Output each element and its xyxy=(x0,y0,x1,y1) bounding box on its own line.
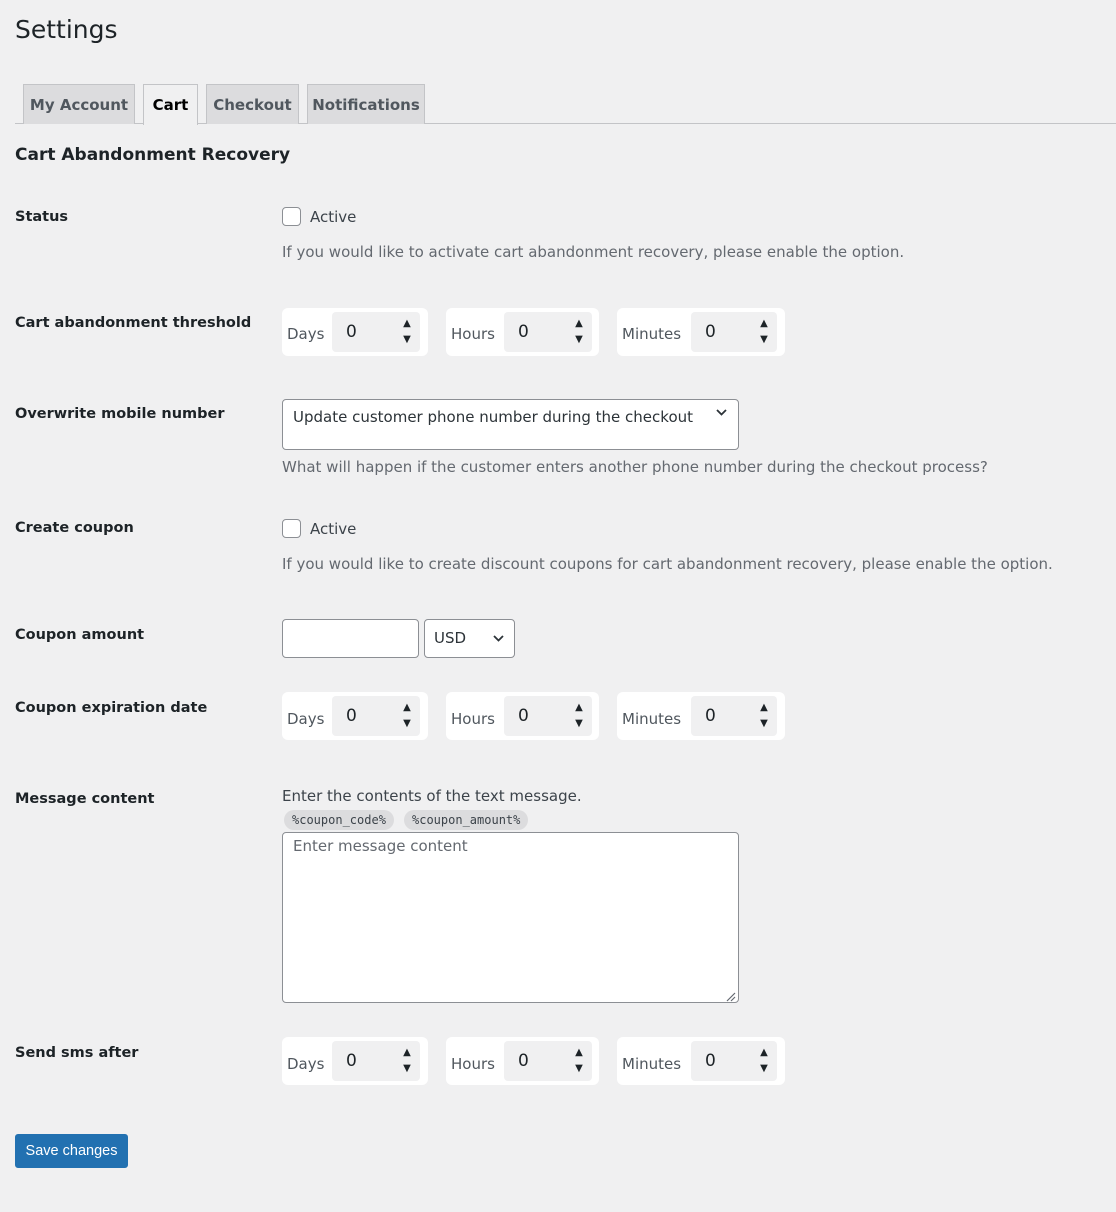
send-after-days-label: Days xyxy=(287,1055,325,1073)
tab-checkout[interactable]: Checkout xyxy=(206,84,299,124)
expiration-minutes-value: 0 xyxy=(705,706,716,726)
mobile-label: Overwrite mobile number xyxy=(15,406,225,422)
coupon-checkbox-row xyxy=(282,519,356,538)
expiration-minutes-input[interactable] xyxy=(691,696,777,736)
threshold-days-input[interactable] xyxy=(332,312,420,352)
expiration-days-input[interactable] xyxy=(332,696,420,736)
tab-bar xyxy=(15,84,1116,124)
spinner-arrows-icon[interactable]: ▲ ▼ xyxy=(760,1047,768,1074)
tab-notifications[interactable]: Notifications xyxy=(307,84,425,124)
expiration-hours-label: Hours xyxy=(451,710,495,728)
spinner-arrows-icon[interactable]: ▲ ▼ xyxy=(403,318,411,345)
currency-select-value: USD xyxy=(434,629,467,647)
page-title: Settings xyxy=(15,15,118,44)
send-after-days-input[interactable] xyxy=(332,1041,420,1081)
expiration-hours-input[interactable] xyxy=(504,696,592,736)
spinner-arrows-icon[interactable]: ▲ ▼ xyxy=(760,702,768,729)
threshold-days-label: Days xyxy=(287,325,325,343)
status-active-label: Active xyxy=(310,207,357,226)
status-description: If you would like to activate cart abandonment recovery, please enable the option. xyxy=(282,243,905,261)
send-after-label: Send sms after xyxy=(15,1045,139,1061)
send-after-minutes-label: Minutes xyxy=(622,1055,682,1073)
status-active-checkbox[interactable] xyxy=(282,207,301,226)
spinner-arrows-icon[interactable]: ▲ ▼ xyxy=(760,318,768,345)
threshold-minutes-input[interactable] xyxy=(691,312,777,352)
threshold-hours-value: 0 xyxy=(518,322,529,342)
tab-my-account[interactable]: My Account xyxy=(23,84,135,124)
threshold-minutes-label: Minutes xyxy=(622,325,682,343)
coupon-label: Create coupon xyxy=(15,520,134,536)
threshold-days-group xyxy=(282,308,428,356)
send-after-minutes-input[interactable] xyxy=(691,1041,777,1081)
spinner-arrows-icon[interactable]: ▲ ▼ xyxy=(575,318,583,345)
threshold-hours-group xyxy=(446,308,599,356)
expiration-hours-group xyxy=(446,692,599,740)
send-after-hours-label: Hours xyxy=(451,1055,495,1073)
message-description: Enter the contents of the text message. xyxy=(282,787,582,805)
threshold-minutes-group xyxy=(617,308,785,356)
expiration-hours-value: 0 xyxy=(518,706,529,726)
section-title: Cart Abandonment Recovery xyxy=(15,145,291,165)
coupon-active-label: Active xyxy=(310,519,357,538)
status-checkbox-row xyxy=(282,207,356,226)
threshold-hours-input[interactable] xyxy=(504,312,592,352)
expiration-label: Coupon expiration date xyxy=(15,700,208,716)
send-after-minutes-group xyxy=(617,1037,785,1085)
send-after-hours-input[interactable] xyxy=(504,1041,592,1081)
send-after-days-group xyxy=(282,1037,428,1085)
coupon-amount-tag[interactable]: %coupon_amount% xyxy=(404,810,528,830)
currency-select[interactable] xyxy=(424,619,515,658)
threshold-label: Cart abandonment threshold xyxy=(15,315,252,331)
expiration-minutes-group xyxy=(617,692,785,740)
chevron-down-icon xyxy=(715,406,728,423)
expiration-days-value: 0 xyxy=(346,706,357,726)
send-after-minutes-value: 0 xyxy=(705,1051,716,1071)
threshold-days-value: 0 xyxy=(346,322,357,342)
message-textarea[interactable] xyxy=(282,832,739,1003)
coupon-description: If you would like to create discount coupons for cart abandonment recovery, please enable the option. xyxy=(282,555,1053,573)
coupon-amount-input[interactable] xyxy=(282,619,419,658)
send-after-hours-group xyxy=(446,1037,599,1085)
spinner-arrows-icon[interactable]: ▲ ▼ xyxy=(575,1047,583,1074)
spinner-arrows-icon[interactable]: ▲ ▼ xyxy=(575,702,583,729)
send-after-hours-value: 0 xyxy=(518,1051,529,1071)
message-label: Message content xyxy=(15,791,155,807)
save-changes-button[interactable]: Save changes xyxy=(15,1134,128,1168)
coupon-amount-label: Coupon amount xyxy=(15,627,145,643)
mobile-description: What will happen if the customer enters another phone number during the checkout process? xyxy=(282,458,988,476)
tab-cart[interactable]: Cart xyxy=(143,84,198,125)
expiration-minutes-label: Minutes xyxy=(622,710,682,728)
threshold-minutes-value: 0 xyxy=(705,322,716,342)
spinner-arrows-icon[interactable]: ▲ ▼ xyxy=(403,702,411,729)
threshold-hours-label: Hours xyxy=(451,325,495,343)
expiration-days-label: Days xyxy=(287,710,325,728)
status-label: Status xyxy=(15,209,69,225)
resize-grip-icon[interactable] xyxy=(724,988,736,1000)
coupon-active-checkbox[interactable] xyxy=(282,519,301,538)
send-after-days-value: 0 xyxy=(346,1051,357,1071)
coupon-code-tag[interactable]: %coupon_code% xyxy=(284,810,394,830)
chevron-down-icon xyxy=(492,632,505,649)
mobile-select-value: Update customer phone number during the checkout xyxy=(293,408,694,426)
message-placeholder: Enter message content xyxy=(293,837,468,855)
mobile-select[interactable] xyxy=(282,399,739,450)
spinner-arrows-icon[interactable]: ▲ ▼ xyxy=(403,1047,411,1074)
expiration-days-group xyxy=(282,692,428,740)
